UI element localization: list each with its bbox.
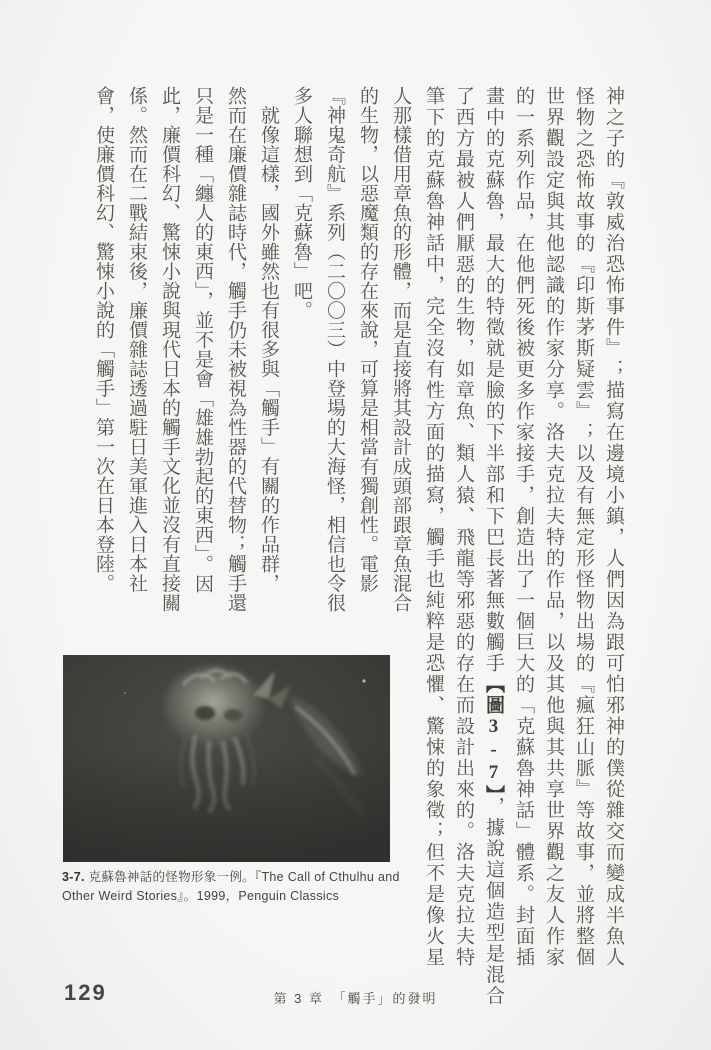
caption-text: 克蘇魯神話的怪物形象一例。『The Call of Cthulhu and Other Weird Stories』。1999，Penguin Classics (62, 870, 400, 904)
text-column: 人那樣借用章魚的形體，而是直接將其設計成頭部跟章魚混合 (390, 86, 411, 613)
page-number: 129 (64, 980, 107, 1005)
chapter-title: 第 3 章 「觸手」的發明 (273, 991, 438, 1006)
text-column: 多人聯想到「克蘇魯」吧。 (291, 86, 312, 320)
text-column: 『神鬼奇航』系列（二〇〇三）中登場的大海怪，相信也令很 (324, 86, 345, 613)
text-column: 筆下的克蘇魯神話中，完全沒有性方面的描寫，觸手也純粹是恐懼、驚悚的象徵；但不是像火星 (423, 86, 444, 968)
text-column: 然而在廉價雜誌時代，觸手仍未被視為性器的代替物；觸手還 (225, 86, 246, 613)
text-column: 會，使廉價科幻、驚悚小說的「觸手」第一次在日本登陸。 (93, 86, 114, 593)
text-column: 世界觀設定與其他認識的作家分享。洛夫克拉夫特的作品，以及其他與其共享世界觀之友人作家 (543, 86, 564, 968)
text-column: 的一系列作品，在他們死後被更多作家接手，創造出了一個巨大的「克蘇魯神話」體系。封面插 (513, 86, 534, 968)
text-column: 就像這樣，國外雖然也有很多與「觸手」有關的作品群， (258, 86, 279, 593)
figure (63, 655, 390, 862)
figure-caption (62, 868, 400, 907)
text-column: 怪物之恐怖故事的『印斯茅斯疑雲』；以及有無定形怪物出場的『瘋狂山脈』等故事，並將整個 (573, 86, 594, 968)
text-column: 的生物，以惡魔類的存在來說，可算是相當有獨創性。電影 (357, 86, 378, 593)
caption-label: 3-7. (62, 870, 85, 884)
cthulhu-figure-image (63, 655, 390, 862)
article-left-block (83, 86, 417, 656)
text-column: 此，廉價科幻、驚悚小說與現代日本的觸手文化並沒有直接關 (159, 86, 180, 613)
text-column: 神之子的『敦威治恐怖事件』；描寫在邊境小鎮，人們因為跟可怕邪神的僕從雜交而變成半魚人 (603, 86, 624, 968)
text-column: 係。然而在二戰結束後，廉價雜誌透過駐日美軍進入日本社 (126, 86, 147, 593)
text-column: 只是一種「纏人的東西」，並不是會「雄雄勃起的東西」。因 (192, 86, 213, 594)
article-right-block (417, 86, 628, 1007)
text-column: 了西方最被人們厭惡的生物，如章魚、類人猿、飛龍等邪惡的存在而設計出來的。洛夫克拉夫特 (453, 86, 474, 968)
text-column: 畫中的克蘇魯，最大的特徵就是臉的下半部和下巴長著無數觸手【圖3-7】，據說這個造型是混合 (483, 86, 504, 1007)
